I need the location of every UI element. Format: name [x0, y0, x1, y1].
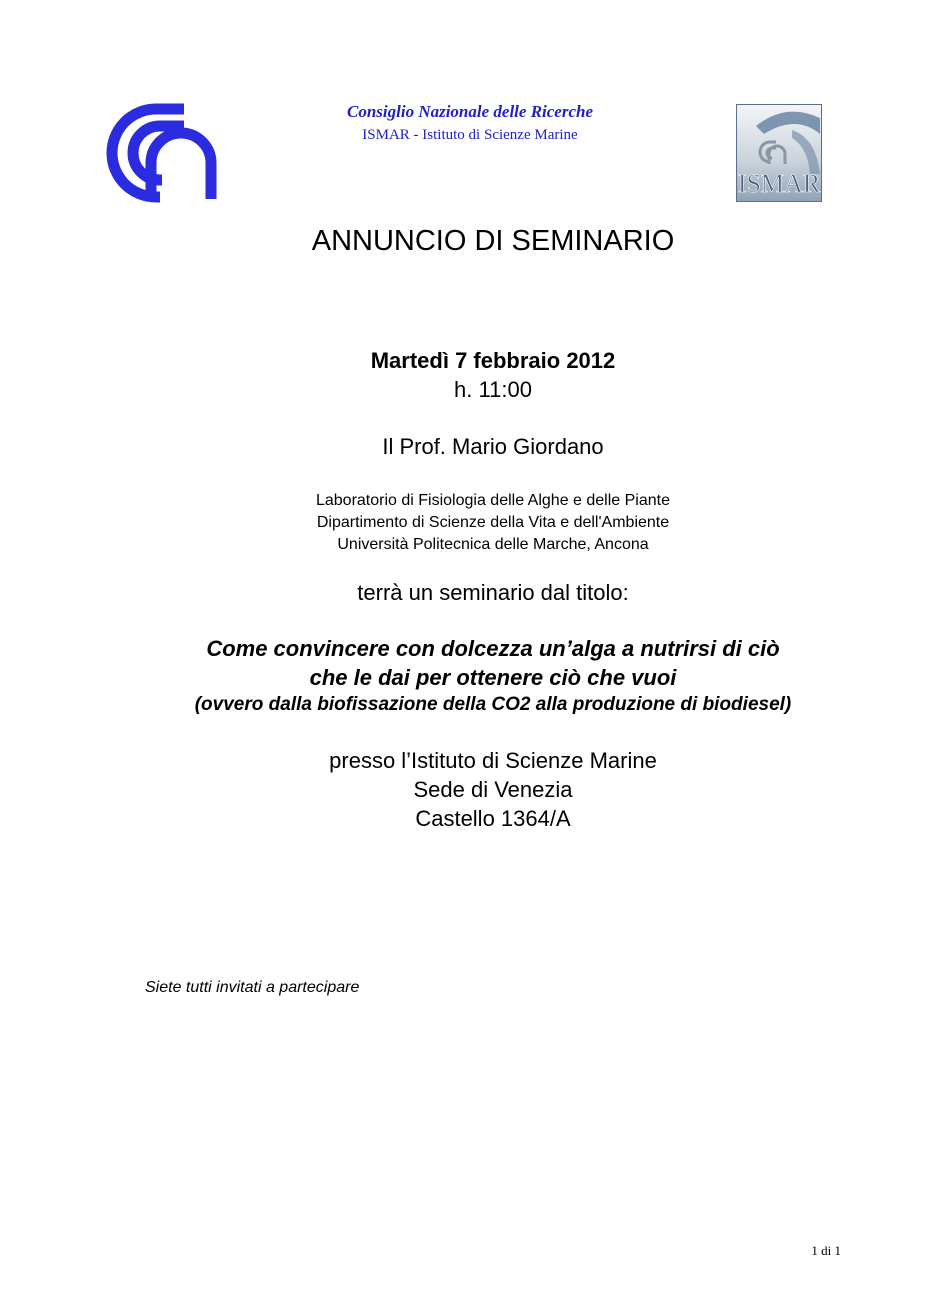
event-date: Martedì 7 febbraio 2012: [370, 348, 616, 373]
seminar-title-line: Come convincere con dolcezza un’alga a nutrirsi di ciò: [206, 636, 780, 661]
affiliation-line: Dipartimento di Scienze della Vita e dell'Ambiente: [316, 514, 670, 531]
cnr-logo: [104, 101, 224, 205]
ismar-logo: [736, 104, 822, 202]
invitation-text: Siete tutti invitati a partecipare: [145, 979, 360, 996]
seminar-intro: terrà un seminario dal titolo:: [357, 580, 629, 605]
event-time: h. 11:00: [454, 377, 532, 402]
seminar-subtitle: (ovvero dalla biofissazione della CO2 alla produzione di biodiesel): [194, 694, 792, 715]
organization-name: Consiglio Nazionale delle Ricerche: [346, 102, 594, 121]
institute-name: ISMAR - Istituto di Scienze Marine: [362, 127, 578, 143]
location-line: Castello 1364/A: [415, 806, 571, 831]
seminar-title-line: che le dai per ottenere ciò che vuoi: [309, 665, 677, 690]
page-number: 1 di 1: [811, 1243, 841, 1258]
speaker-name: Il Prof. Mario Giordano: [382, 434, 604, 459]
location-line: presso l’Istituto di Scienze Marine: [329, 748, 657, 773]
affiliation-line: Università Politecnica delle Marche, Ancona: [337, 536, 649, 553]
location-line: Sede di Venezia: [413, 777, 573, 802]
affiliation-line: Laboratorio di Fisiologia delle Alghe e delle Piante: [315, 492, 670, 509]
announcement-title: ANNUNCIO DI SEMINARIO: [311, 225, 675, 257]
ismar-logo-text: ISMAR: [737, 169, 821, 198]
